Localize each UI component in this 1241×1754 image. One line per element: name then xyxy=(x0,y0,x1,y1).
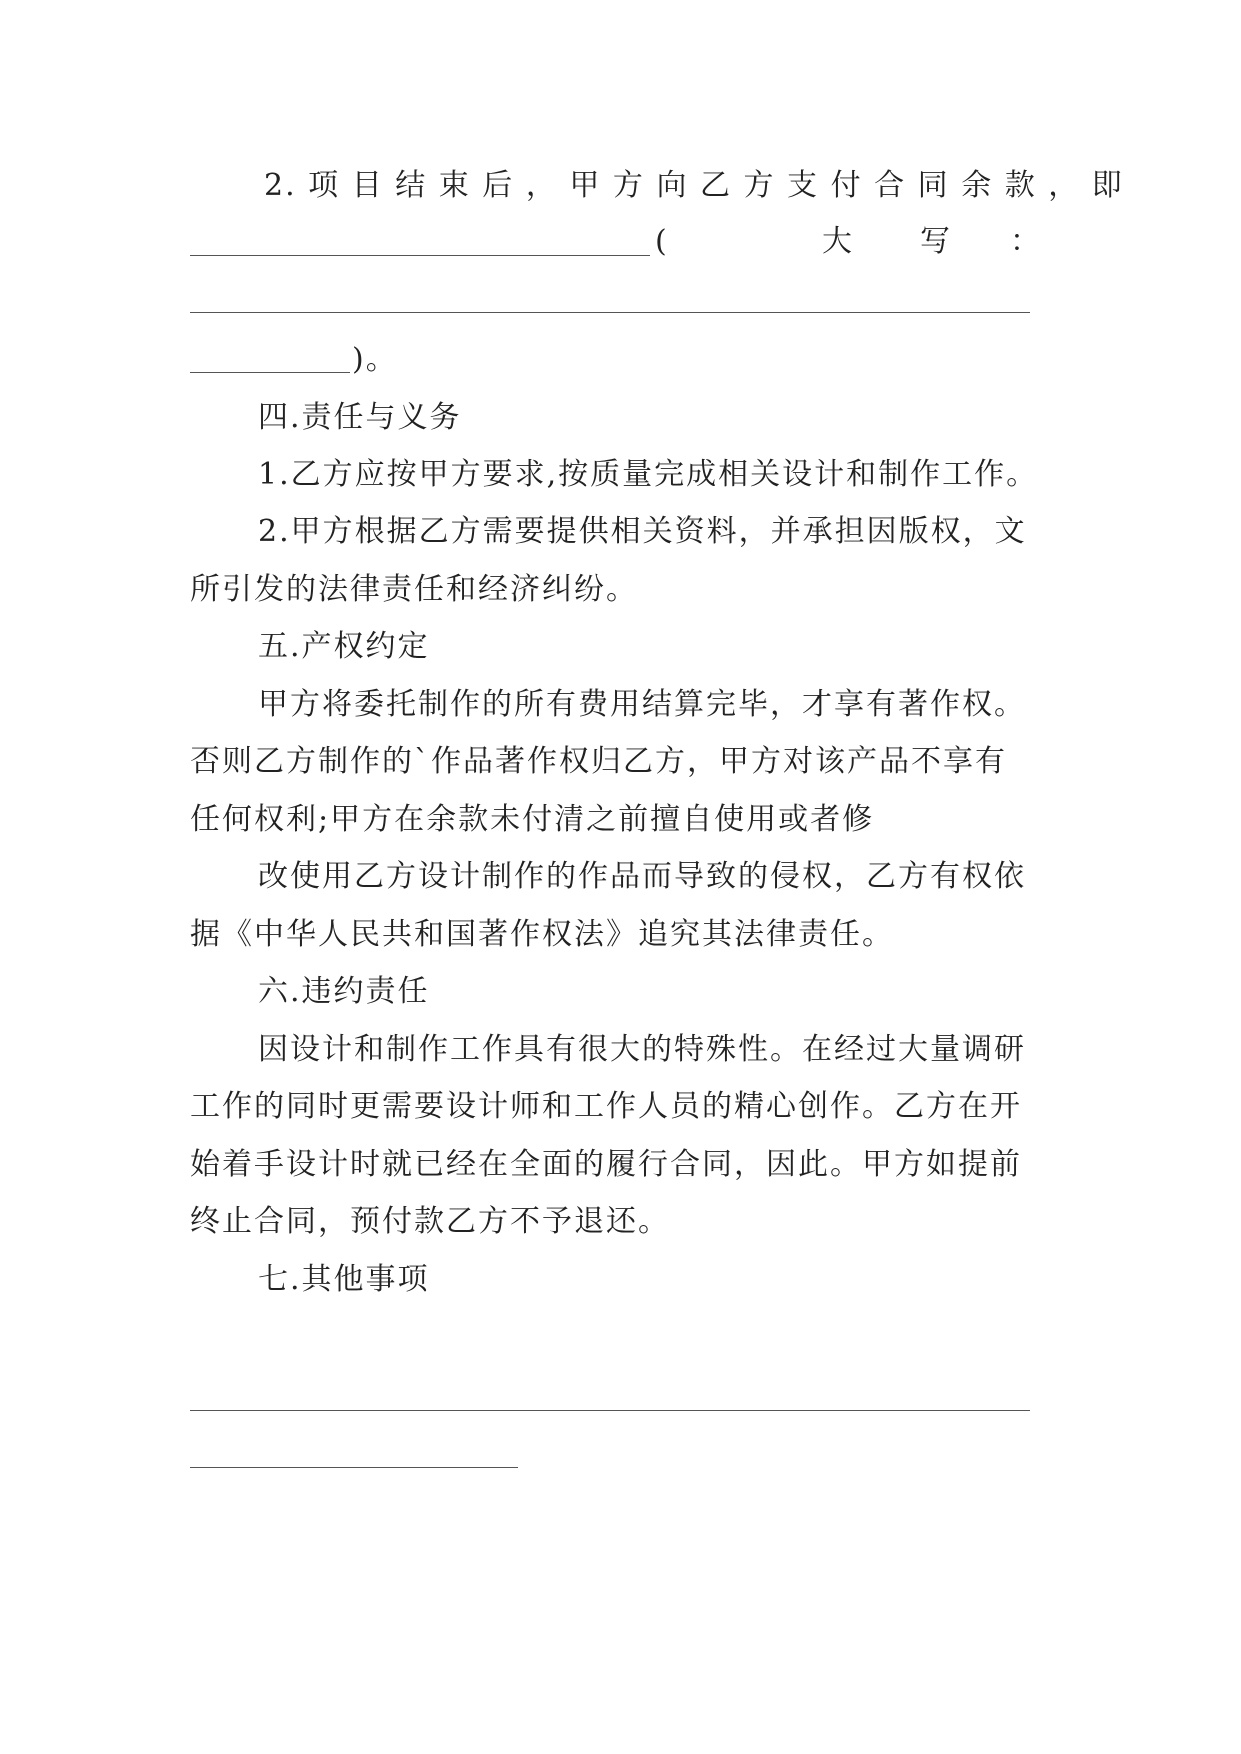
section-5-line-3: 任何权利;甲方在余款未付清之前擅自使用或者修 xyxy=(190,802,875,837)
other-matters-blank-1[interactable] xyxy=(190,1410,1030,1411)
daxie-label-xie: 写 xyxy=(920,224,952,259)
section-5-line-2: 否则乙方制作的`作品著作权归乙方，甲方对该产品不享有 xyxy=(190,744,1007,779)
section-4-item-2: 2.甲方根据乙方需要提供相关资料，并承担因版权，文 xyxy=(258,514,1027,549)
section-4-heading: 四.责任与义务 xyxy=(258,400,462,435)
section-5-line-4: 改使用乙方设计制作的作品而导致的侵权，乙方有权依 xyxy=(258,859,1026,894)
section-4-item-2-cont: 所引发的法律责任和经济纠纷。 xyxy=(190,572,638,607)
section-5-line-1: 甲方将委托制作的所有费用结算完毕，才享有著作权。 xyxy=(258,687,1026,722)
daxie-colon: ： xyxy=(1010,224,1042,259)
section-7-heading: 七.其他事项 xyxy=(258,1262,430,1297)
amount-uppercase-blank-end[interactable] xyxy=(190,372,350,373)
section-6-heading: 六.违约责任 xyxy=(258,974,430,1009)
other-matters-blank-2[interactable] xyxy=(190,1467,518,1468)
close-paren: )。 xyxy=(352,342,398,377)
amount-blank[interactable] xyxy=(190,255,650,256)
daxie-label-da: 大 xyxy=(822,224,854,259)
section-6-line-4: 终止合同，预付款乙方不予退还。 xyxy=(190,1204,670,1239)
section-4-item-1: 1.乙方应按甲方要求,按质量完成相关设计和制作工作。 xyxy=(258,457,1039,492)
section-6-line-3: 始着手设计时就已经在全面的履行合同，因此。甲方如提前 xyxy=(190,1147,1022,1182)
payment-balance-line: 2. 项 目 结 束 后 ， 甲 方 向 乙 方 支 付 合 同 余 款 ， 即 xyxy=(264,168,1124,203)
section-6-line-1: 因设计和制作工作具有很大的特殊性。在经过大量调研 xyxy=(258,1032,1026,1067)
section-6-line-2: 工作的同时更需要设计师和工作人员的精心创作。乙方在开 xyxy=(190,1089,1022,1124)
amount-uppercase-blank[interactable] xyxy=(190,312,1030,313)
section-5-line-5: 据《中华人民共和国著作权法》追究其法律责任。 xyxy=(190,917,894,952)
open-paren: ( xyxy=(655,224,669,259)
section-5-heading: 五.产权约定 xyxy=(258,629,430,664)
